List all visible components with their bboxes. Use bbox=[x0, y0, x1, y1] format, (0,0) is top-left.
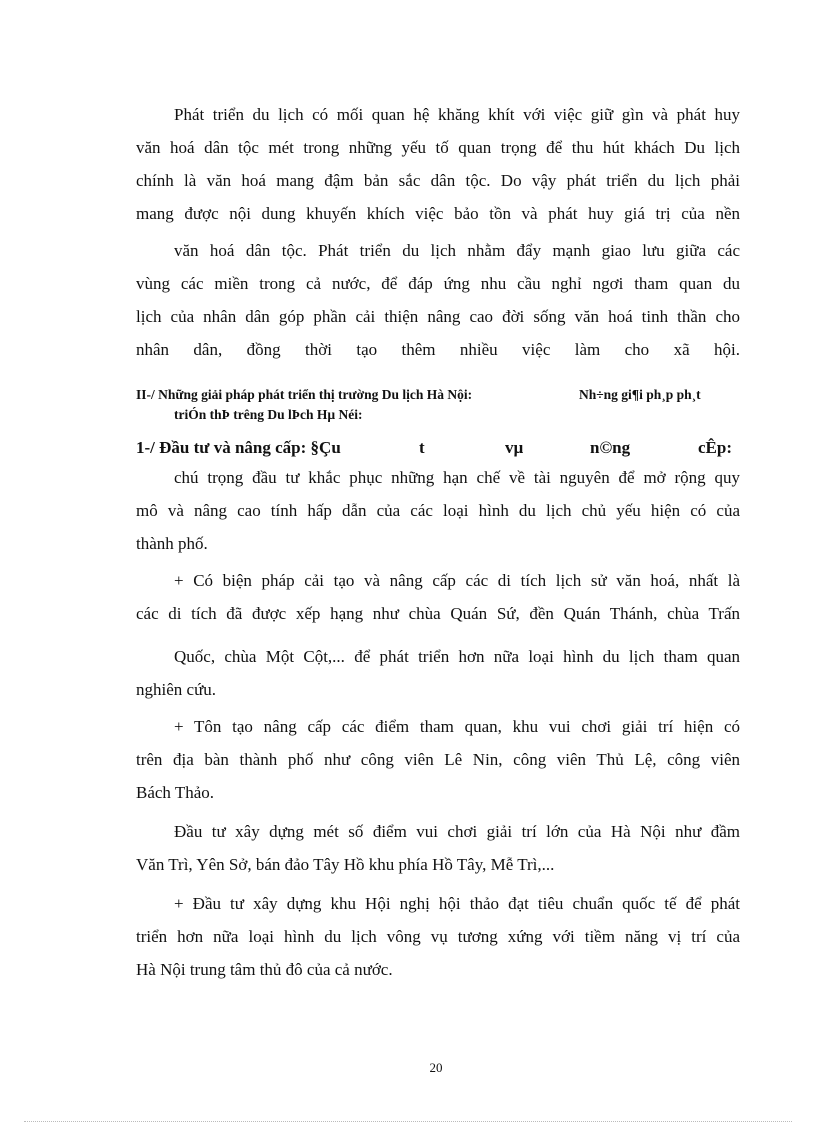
paragraph-1-line-4: mang được nội dung khuyến khích việc bảo tồn và phát huy giá trị của nền bbox=[136, 204, 740, 223]
page-bottom-rule bbox=[24, 1121, 792, 1122]
paragraph-6-line-1: Đầu tư xây dựng mét số điểm vui chơi giải trí lớn của Hà Nội như đầm bbox=[174, 822, 740, 841]
paragraph-4-line-1: + Có biện pháp cải tạo và nâng cấp các di tích lịch sử văn hoá, nhất là bbox=[174, 571, 740, 590]
paragraph-7-line-1: + Đầu tư xây dựng khu Hội nghị hội thảo đạt tiêu chuẩn quốc tế để phát bbox=[174, 894, 740, 913]
paragraph-5-line-1: + Tôn tạo nâng cấp các điểm tham quan, khu vui chơi giải trí hiện có bbox=[174, 717, 740, 736]
section-heading-2-line-2: triÓn thÞ trêng Du lÞch Hµ Néi: bbox=[174, 407, 363, 422]
paragraph-4-line-3: Quốc, chùa Một Cột,... để phát triển hơn nữa loại hình du lịch tham quan bbox=[174, 647, 740, 666]
paragraph-3-line-3: thành phố. bbox=[136, 534, 208, 553]
subsection-heading-1-garbled-1: t bbox=[419, 438, 425, 457]
paragraph-2-line-1: văn hoá dân tộc. Phát triển du lịch nhằm đẩy mạnh giao lưu giữa các bbox=[174, 241, 740, 260]
paragraph-1-line-3: chính là văn hoá mang đậm bản sắc dân tộc. Do vậy phát triển du lịch phải bbox=[136, 171, 740, 190]
paragraph-4-line-2: các di tích đã được xếp hạng như chùa Quán Sứ, đền Quán Thánh, chùa Trấn bbox=[136, 604, 740, 623]
paragraph-6-line-2: Văn Trì, Yên Sở, bán đảo Tây Hồ khu phía Hồ Tây, Mễ Trì,... bbox=[136, 855, 555, 874]
paragraph-5-line-3: Bách Thảo. bbox=[136, 783, 215, 802]
subsection-heading-1-garbled-3: n©ng bbox=[590, 438, 631, 457]
subsection-heading-1-garbled-2: vµ bbox=[505, 438, 524, 457]
paragraph-2-line-2: vùng các miền trong cả nước, để đáp ứng nhu cầu nghỉ ngơi tham quan du bbox=[136, 274, 740, 293]
page-number: 20 bbox=[429, 1060, 443, 1075]
paragraph-4-line-4: nghiên cứu. bbox=[136, 680, 217, 699]
paragraph-2-line-3: lịch của nhân dân góp phần cải thiện nâng cao đời sống văn hoá tinh thần cho bbox=[136, 307, 740, 326]
paragraph-5-line-2: trên địa bàn thành phố như công viên Lê Nin, công viên Thủ Lệ, công viên bbox=[136, 750, 740, 769]
paragraph-3-line-2: mô và nâng cao tính hấp dẫn của các loại hình du lịch chủ yếu hiện có của bbox=[136, 501, 740, 520]
subsection-heading-1-garbled-4: cÊp: bbox=[698, 438, 732, 457]
paragraph-7-line-2: triển hơn nữa loại hình du lịch vông vụ tương xứng với tiềm năng vị trí của bbox=[136, 927, 740, 946]
paragraph-2-line-4: nhân dân, đồng thời tạo thêm nhiều việc làm cho xã hội. bbox=[136, 340, 740, 359]
subsection-heading-1: 1-/ Đầu tư và nâng cấp: §Çu bbox=[136, 438, 341, 457]
section-heading-2-garbled: Nh÷ng gi¶i ph¸p ph¸t bbox=[579, 387, 701, 402]
section-heading-2: II-/ Những giải pháp phát triển thị trường Du lịch Hà Nội: bbox=[136, 387, 473, 402]
paragraph-7-line-3: Hà Nội trung tâm thủ đô của cả nước. bbox=[136, 960, 393, 979]
paragraph-1-line-2: văn hoá dân tộc mét trong những yếu tố quan trọng để thu hút khách Du lịch bbox=[136, 138, 740, 157]
paragraph-1-line-1: Phát triển du lịch có mối quan hệ khăng khít với việc giữ gìn và phát huy bbox=[174, 105, 740, 124]
paragraph-3-line-1: chú trọng đầu tư khắc phục những hạn chế về tài nguyên để mở rộng quy bbox=[174, 468, 740, 487]
